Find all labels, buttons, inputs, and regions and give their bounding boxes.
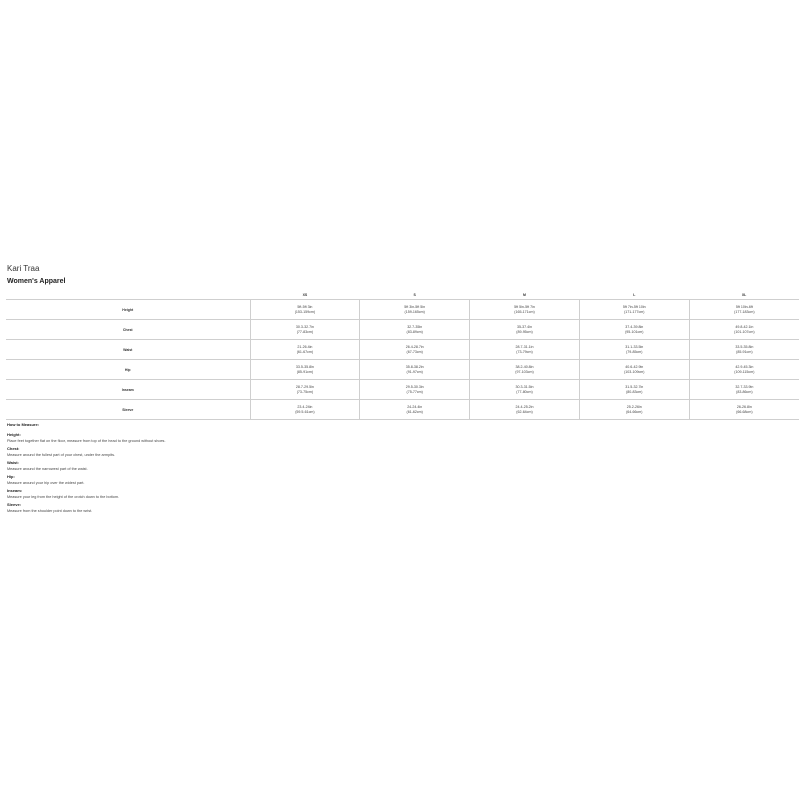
size-cell <box>470 340 580 360</box>
measure-item <box>7 502 407 514</box>
measure-description: Measure around the narrowest part of the waist. <box>7 467 88 471</box>
imperial-value: 31.5-32.7in <box>625 384 644 389</box>
size-header-xl: XL <box>689 290 799 300</box>
metric-value: (91-97cm) <box>406 369 423 374</box>
imperial-value: 5ft 5in-5ft 7in <box>514 304 535 309</box>
size-cell <box>360 400 470 420</box>
metric-value: (159-165cm) <box>404 309 425 314</box>
size-cell <box>360 300 470 320</box>
metric-value: (61-62cm) <box>406 409 423 414</box>
brand-title: Kari Traa <box>7 264 40 273</box>
imperial-value: 30.3-31.5in <box>515 384 534 389</box>
metric-value: (61-67cm) <box>296 349 314 354</box>
metric-value: (67-73cm) <box>406 349 423 354</box>
measure-item <box>7 432 407 444</box>
measure-item <box>7 446 407 458</box>
row-label: Hip <box>6 360 250 380</box>
measure-label: Hip: <box>7 474 15 479</box>
table-row <box>6 320 799 340</box>
imperial-value: 37.4-39.8in <box>625 324 644 329</box>
imperial-value: 49.8-42.1in <box>735 324 754 329</box>
measure-description: Place feet together flat on the floor, measure from top of the head to the ground without shoes. <box>7 439 166 443</box>
imperial-value: 32.7-33.9in <box>735 384 754 389</box>
size-cell <box>250 380 360 400</box>
metric-value: (83-86cm) <box>736 389 753 394</box>
metric-value: (165-171cm) <box>514 309 535 314</box>
size-chart-table <box>6 290 799 420</box>
metric-value: (77-80cm) <box>516 389 533 394</box>
measure-description: Measure around your hip over the widest part. <box>7 481 85 485</box>
imperial-value: 33.5-35.8in <box>735 344 754 349</box>
size-header-s: S <box>360 290 470 300</box>
metric-value: (66-68cm) <box>736 409 753 414</box>
metric-value: (77-83cm) <box>296 329 314 334</box>
metric-value: (171-177cm) <box>624 309 645 314</box>
row-label: Inseam <box>6 380 250 400</box>
size-cell <box>579 340 689 360</box>
how-to-heading: How to Measure: <box>7 422 40 427</box>
measure-item <box>7 460 407 472</box>
size-cell <box>360 320 470 340</box>
size-cell <box>689 380 799 400</box>
section-subtitle: Women's Apparel <box>7 278 66 285</box>
measure-item <box>7 488 407 500</box>
size-header-l: L <box>579 290 689 300</box>
metric-value: (64-66cm) <box>626 409 643 414</box>
size-cell <box>250 300 360 320</box>
imperial-value: 28.7-31.1in <box>515 344 534 349</box>
metric-value: (101-107cm) <box>734 329 755 334</box>
imperial-value: 38.2-40.8in <box>515 364 534 369</box>
metric-value: (89-95cm) <box>516 329 533 334</box>
row-label: Sleeve <box>6 400 250 420</box>
size-cell <box>689 400 799 420</box>
metric-value: (85-91cm) <box>296 369 314 374</box>
imperial-value: 24-24.4in <box>407 404 423 409</box>
measure-description: Measure your leg from the height of the crotch down to the bottom. <box>7 495 120 499</box>
imperial-value: 28.7-29.5in <box>295 384 314 389</box>
header-corner <box>6 290 250 300</box>
size-cell <box>470 360 580 380</box>
measure-description: Measure around the fullest part of your chest, under the armpits. <box>7 453 116 457</box>
size-cell <box>689 340 799 360</box>
measure-label: Waist: <box>7 460 19 465</box>
metric-value: (83-89cm) <box>406 329 423 334</box>
size-cell <box>250 320 360 340</box>
imperial-value: 24.4-25.2in <box>515 404 534 409</box>
metric-value: (80-83cm) <box>626 389 643 394</box>
size-cell <box>250 400 360 420</box>
measure-label: Chest: <box>7 446 20 451</box>
imperial-value: 5ft 3in-5ft 5in <box>404 304 426 309</box>
imperial-value: 25.2-26in <box>626 404 642 409</box>
size-cell <box>689 300 799 320</box>
metric-value: (59.5-61cm) <box>295 409 315 414</box>
imperial-value: 26.4-28.7in <box>405 344 424 349</box>
row-label: Chest <box>6 320 250 340</box>
size-cell <box>579 360 689 380</box>
metric-value: (103-109cm) <box>624 369 645 374</box>
imperial-value: 5ft-5ft 3in <box>297 304 313 309</box>
metric-value: (79-85cm) <box>626 349 643 354</box>
size-cell <box>579 380 689 400</box>
size-cell <box>579 300 689 320</box>
size-header-xs: XS <box>250 290 360 300</box>
imperial-value: 29.5-30.3in <box>405 384 424 389</box>
how-to-measure <box>7 422 407 516</box>
row-label: Height <box>6 300 250 320</box>
table-row <box>6 380 799 400</box>
imperial-value: 31.1-33.5in <box>625 344 644 349</box>
size-cell <box>470 400 580 420</box>
metric-value: (73-75cm) <box>296 389 314 394</box>
size-header-row <box>6 290 799 300</box>
imperial-value: 35-37.4in <box>516 324 532 329</box>
size-cell <box>470 380 580 400</box>
measure-label: Sleeve: <box>7 502 22 507</box>
imperial-value: 23.4-24in <box>297 404 313 409</box>
table-row <box>6 340 799 360</box>
measure-label: Inseam: <box>7 488 23 493</box>
imperial-value: 32.7-35in <box>407 324 423 329</box>
imperial-value: 30.3-32.7in <box>295 324 314 329</box>
measure-description: Measure from the shoulder point down to the wrist. <box>7 509 93 513</box>
imperial-value: 26-26.8in <box>736 404 752 409</box>
size-cell <box>470 320 580 340</box>
table-row <box>6 300 799 320</box>
table-row <box>6 400 799 420</box>
metric-value: (97-103cm) <box>515 369 534 374</box>
size-cell <box>360 380 470 400</box>
imperial-value: 42.9-45.3in <box>735 364 754 369</box>
size-cell <box>689 360 799 380</box>
imperial-value: 40.6-42.9in <box>625 364 644 369</box>
metric-value: (85-91cm) <box>736 349 753 354</box>
imperial-value: 5ft 10in-6ft <box>735 304 753 309</box>
metric-value: (95-101cm) <box>625 329 644 334</box>
measure-list <box>7 432 407 514</box>
size-cell <box>250 340 360 360</box>
metric-value: (153-159cm) <box>294 309 316 314</box>
metric-value: (177-183cm) <box>734 309 755 314</box>
row-label: Waist <box>6 340 250 360</box>
imperial-value: 21-26.4in <box>297 344 313 349</box>
measure-label: Height: <box>7 432 21 437</box>
metric-value: (73-79cm) <box>516 349 533 354</box>
metric-value: (109-115cm) <box>734 369 755 374</box>
measure-item <box>7 474 407 486</box>
size-cell <box>689 320 799 340</box>
imperial-value: 35.8-38.2in <box>405 364 424 369</box>
table-row <box>6 360 799 380</box>
size-cell <box>579 320 689 340</box>
size-cell <box>250 360 360 380</box>
size-cell <box>360 360 470 380</box>
metric-value: (62-64cm) <box>516 409 533 414</box>
size-cell <box>579 400 689 420</box>
size-header-m: M <box>470 290 580 300</box>
size-cell <box>360 340 470 360</box>
size-cell <box>470 300 580 320</box>
imperial-value: 5ft 7in-5ft 10in <box>622 304 646 309</box>
imperial-value: 33.5-35.8in <box>295 364 314 369</box>
metric-value: (75-77cm) <box>406 389 423 394</box>
